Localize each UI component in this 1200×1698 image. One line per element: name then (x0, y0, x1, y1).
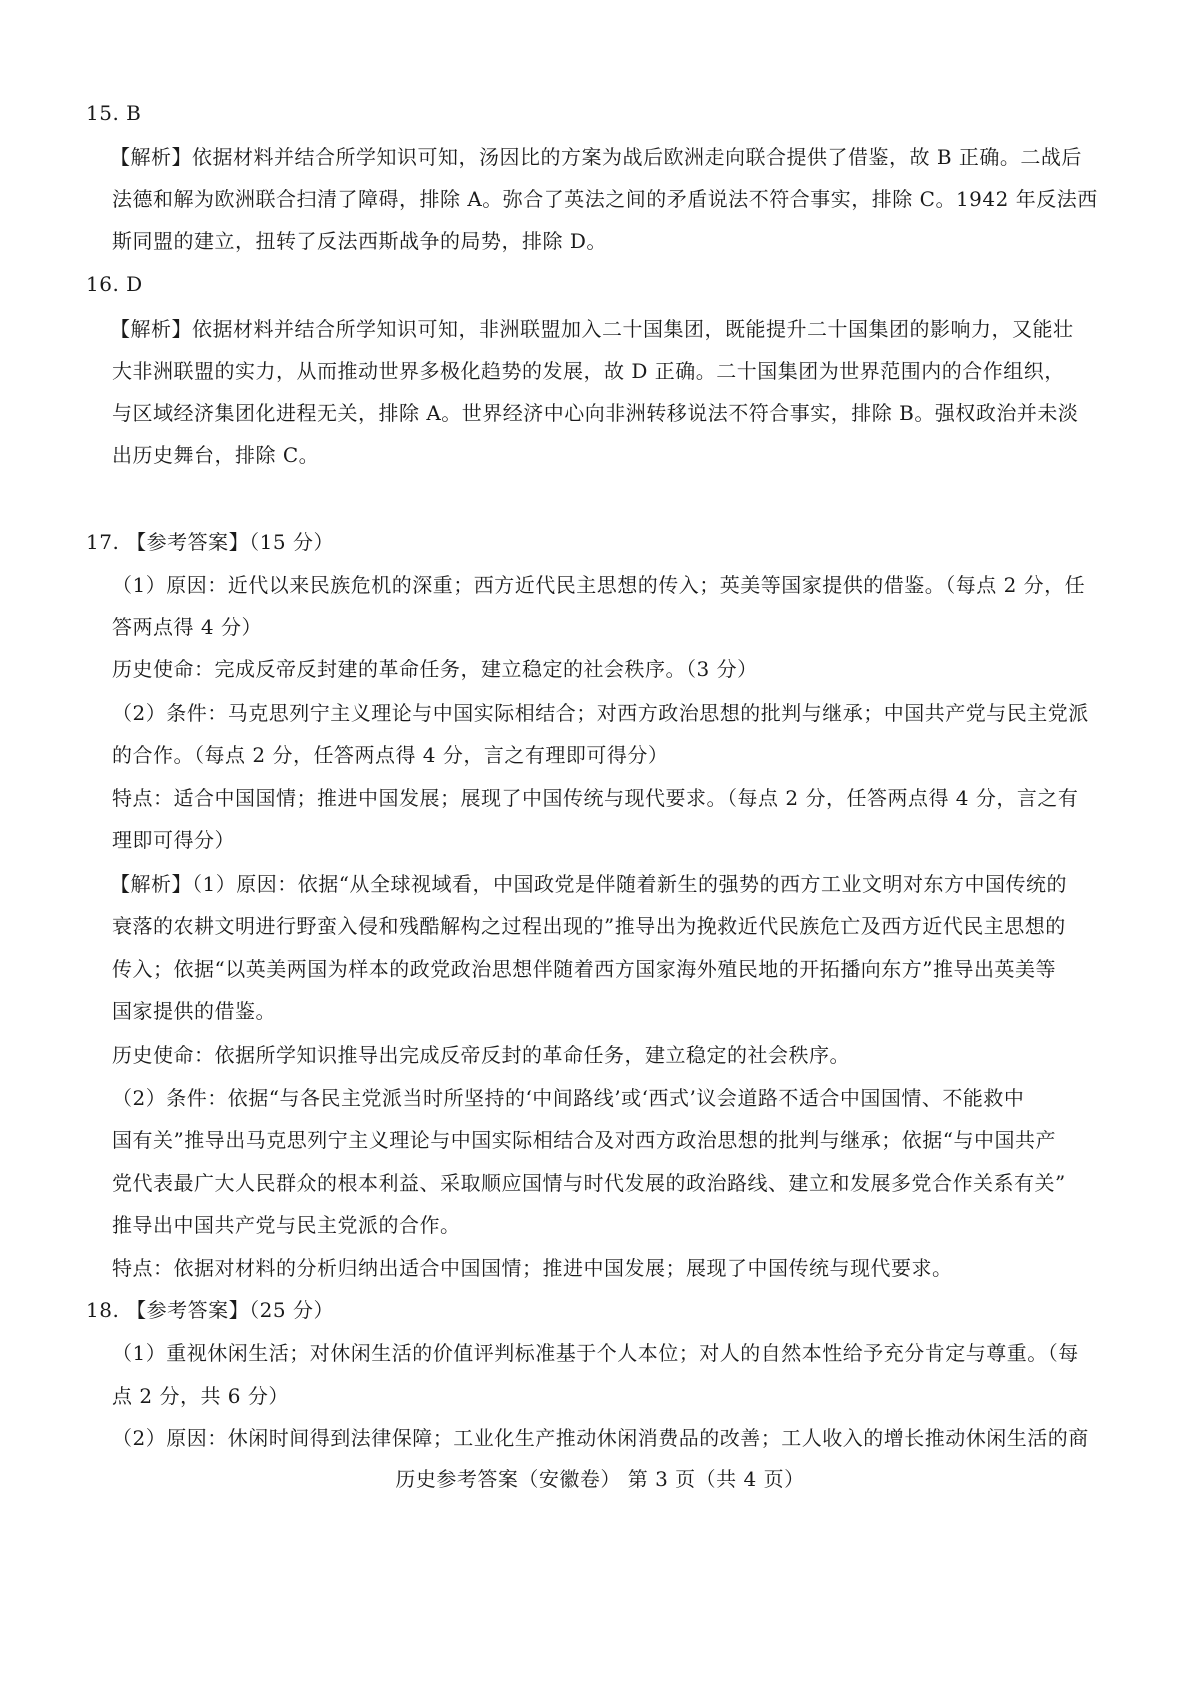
q16-analysis-line: 大非洲联盟的实力，从而推动世界多极化趋势的发展，故 D 正确。二十国集团为世界范围内的合作组织， (112, 359, 1065, 383)
q18-answer-line: 点 2 分，共 6 分） (112, 1384, 289, 1408)
q17-analysis-line: 党代表最广大人民群众的根本利益、采取顺应国情与时代发展的政治路线、建立和发展多党合作关系有关” (112, 1171, 1066, 1195)
q17-analysis-line: 特点：依据对材料的分析归纳出适合中国国情；推进中国发展；展现了中国传统与现代要求。 (112, 1256, 953, 1280)
q17-answer-line: 的合作。（每点 2 分，任答两点得 4 分，言之有理即可得分） (112, 743, 669, 767)
q17-analysis-line: 衰落的农耕文明进行野蛮入侵和残酷解构之过程出现的”推导出为挽救近代民族危亡及西方近代民主思想的 (112, 914, 1066, 938)
q17-analysis-line: 历史使命：依据所学知识推导出完成反帝反封的革命任务，建立稳定的社会秩序。 (112, 1043, 850, 1067)
q17-analysis-line: 国有关”推导出马克思列宁主义理论与中国实际相结合及对西方政治思想的批判与继承；依据“与中国共产 (112, 1128, 1056, 1152)
q16-answer: 16. D (86, 272, 143, 296)
q17-analysis-line: 国家提供的借鉴。 (112, 999, 276, 1023)
q18-answer-line: （1）重视休闲生活；对休闲生活的价值评判标准基于个人本位；对人的自然本性给予充分肯定与尊重。（每 (112, 1341, 1079, 1365)
q17-answer-line: 特点：适合中国国情；推进中国发展；展现了中国传统与现代要求。（每点 2 分，任答两点得 4 分，言之有 (112, 786, 1079, 810)
q16-analysis-line: 与区域经济集团化进程无关，排除 A。世界经济中心向非洲转移说法不符合事实，排除 B。强权政治并未淡 (112, 401, 1079, 425)
page-footer: 历史参考答案（安徽卷） 第 3 页（共 4 页） (395, 1467, 805, 1491)
q17-analysis-line: （2）条件：依据“与各民主党派当时所坚持的‘中间路线’或‘西式’议会道路不适合中国国情、不能救中 (112, 1086, 1025, 1110)
q15-analysis-line: 【解析】依据材料并结合所学知识可知，汤因比的方案为战后欧洲走向联合提供了借鉴，故 B 正确。二战后 (110, 145, 1082, 169)
q17-header: 17. 【参考答案】（15 分） (86, 530, 334, 554)
q15-analysis-line: 斯同盟的建立，扭转了反法西斯战争的局势，排除 D。 (112, 229, 607, 253)
q17-analysis-line: 传入；依据“以英美两国为样本的政党政治思想伴随着西方国家海外殖民地的开拓播向东方”推导出英美等 (112, 957, 1056, 981)
q17-answer-line: （2）条件：马克思列宁主义理论与中国实际相结合；对西方政治思想的批判与继承；中国共产党与民主党派 (112, 701, 1089, 725)
q16-analysis-line: 【解析】依据材料并结合所学知识可知，非洲联盟加入二十国集团，既能提升二十国集团的影响力，又能壮 (110, 317, 1074, 341)
q17-answer-line: 答两点得 4 分） (112, 615, 262, 639)
q17-answer-line: 历史使命：完成反帝反封建的革命任务，建立稳定的社会秩序。（3 分） (112, 657, 758, 681)
q18-header: 18. 【参考答案】（25 分） (86, 1298, 334, 1322)
q17-answer-line: 理即可得分） (112, 828, 235, 852)
q17-answer-line: （1）原因：近代以来民族危机的深重；西方近代民主思想的传入；英美等国家提供的借鉴。（每点 2 分，任 (112, 573, 1086, 597)
q17-analysis-line: 【解析】（1）原因：依据“从全球视域看，中国政党是伴随着新生的强势的西方工业文明对东方中国传统的 (110, 872, 1067, 896)
q15-analysis-line: 法德和解为欧洲联合扫清了障碍，排除 A。弥合了英法之间的矛盾说法不符合事实，排除 C。1942 年反法西 (112, 187, 1098, 211)
q15-answer: 15. B (86, 101, 142, 125)
q16-analysis-line: 出历史舞台，排除 C。 (112, 443, 320, 467)
q18-answer-line: （2）原因：休闲时间得到法律保障；工业化生产推动休闲消费品的改善；工人收入的增长推动休闲生活的商 (112, 1426, 1089, 1450)
q17-analysis-line: 推导出中国共产党与民主党派的合作。 (112, 1213, 461, 1237)
